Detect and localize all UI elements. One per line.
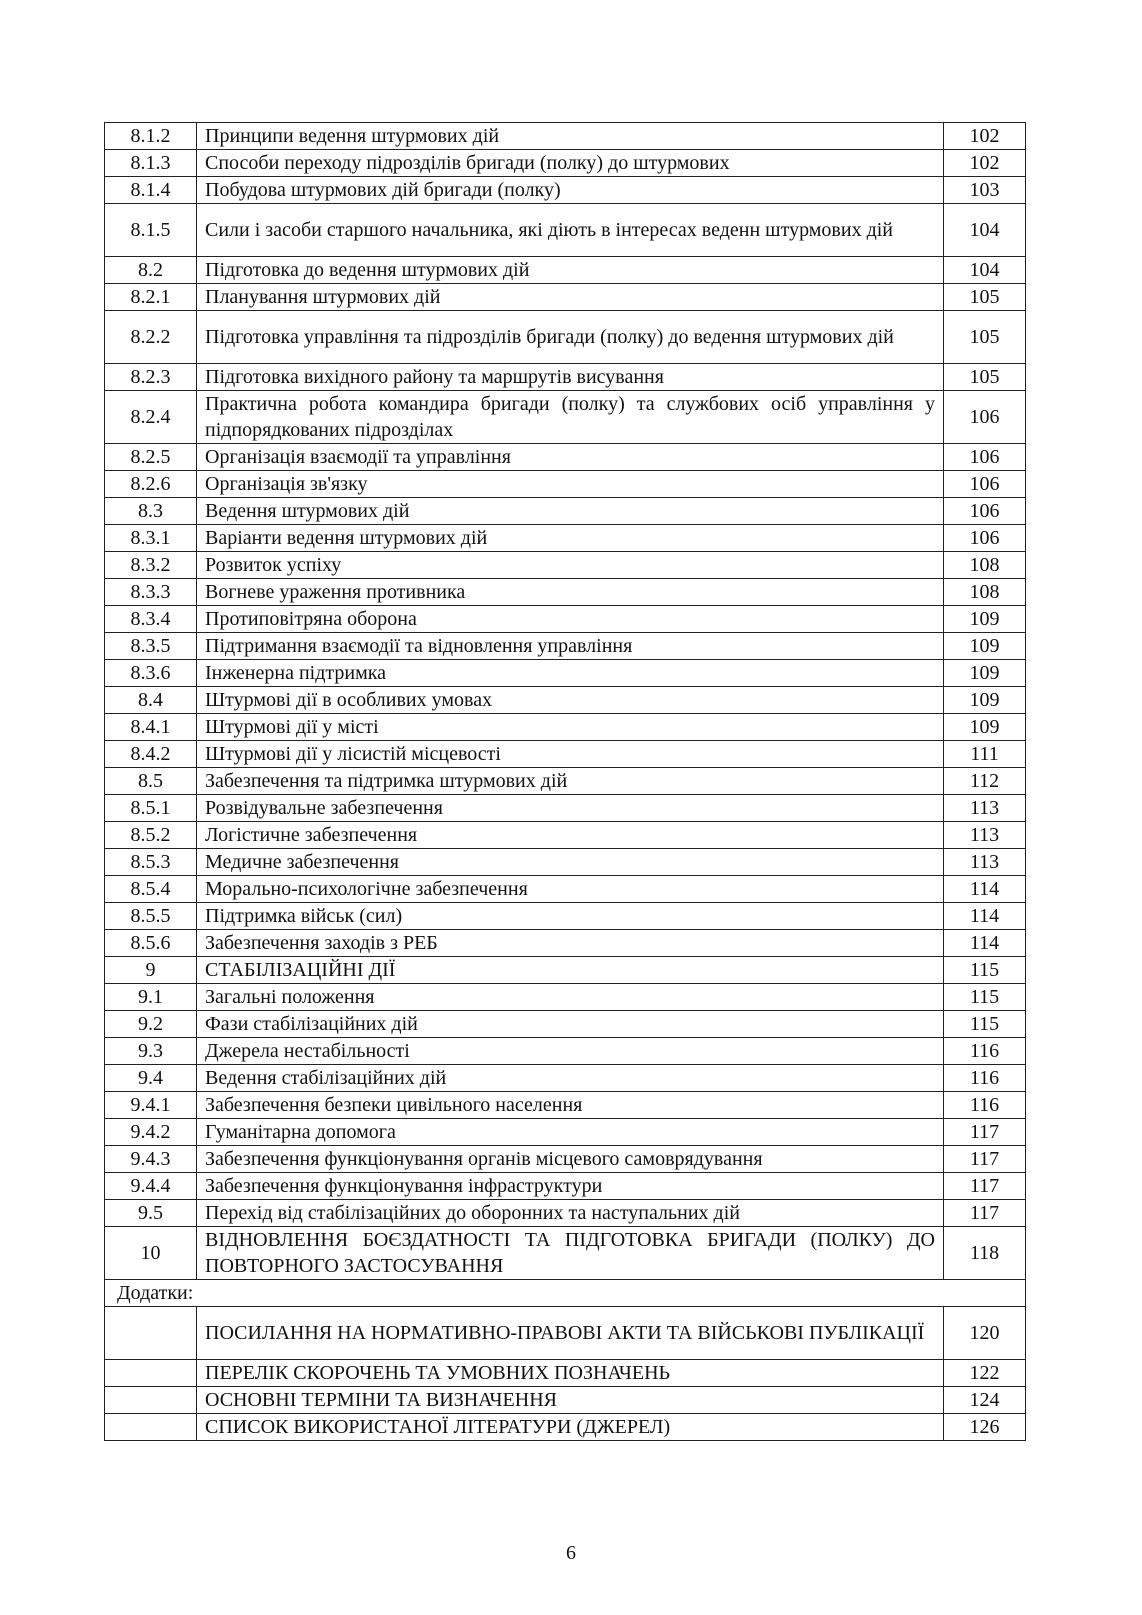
toc-row — [105, 1092, 1026, 1119]
section-page: 116 — [944, 1065, 1026, 1092]
section-title: Забезпечення та підтримка штурмових дій — [197, 768, 944, 795]
section-title: Забезпечення заходів з РЕБ — [197, 930, 944, 957]
section-title: Морально-психологічне забезпечення — [197, 876, 944, 903]
section-number: 9.1 — [105, 984, 197, 1011]
section-title: Перехід від стабілізаційних до оборонних та наступальних дій — [197, 1200, 944, 1227]
toc-row — [105, 741, 1026, 768]
section-title: Підготовка вихідного району та маршрутів висування — [197, 364, 944, 391]
section-title: Організація взаємодії та управління — [197, 444, 944, 471]
section-title: Принципи ведення штурмових дій — [197, 123, 944, 150]
section-number: 8.2.1 — [105, 284, 197, 311]
toc-row — [105, 768, 1026, 795]
section-page: 113 — [944, 822, 1026, 849]
section-title: Підтримання взаємодії та відновлення управління — [197, 633, 944, 660]
section-number: 9.3 — [105, 1038, 197, 1065]
section-title: Організація зв'язку — [197, 471, 944, 498]
section-number: 9.4.3 — [105, 1146, 197, 1173]
toc-row — [105, 1307, 1026, 1360]
toc-row — [105, 714, 1026, 741]
section-number: 8.2 — [105, 257, 197, 284]
section-page: 115 — [944, 1011, 1026, 1038]
toc-row — [105, 633, 1026, 660]
section-title: ВІДНОВЛЕННЯ БОЄЗДАТНОСТІ ТА ПІДГОТОВКА БРИГАДИ (ПОЛКУ) ДО ПОВТОРНОГО ЗАСТОСУВАННЯ — [197, 1227, 944, 1280]
section-number — [105, 1387, 197, 1414]
section-number: 8.4.2 — [105, 741, 197, 768]
section-page: 106 — [944, 525, 1026, 552]
section-number: 8.5.3 — [105, 849, 197, 876]
section-page: 112 — [944, 768, 1026, 795]
section-title: ПЕРЕЛІК СКОРОЧЕНЬ ТА УМОВНИХ ПОЗНАЧЕНЬ — [197, 1360, 944, 1387]
toc-row — [105, 471, 1026, 498]
section-title: Забезпечення безпеки цивільного населення — [197, 1092, 944, 1119]
section-number: 8.4 — [105, 687, 197, 714]
section-number: 9.4.2 — [105, 1119, 197, 1146]
section-page: 117 — [944, 1146, 1026, 1173]
toc-row — [105, 364, 1026, 391]
toc-row — [105, 150, 1026, 177]
section-title: Вогневе ураження противника — [197, 579, 944, 606]
section-page: 109 — [944, 606, 1026, 633]
section-page: 120 — [944, 1307, 1026, 1360]
table-of-contents — [104, 122, 1026, 1441]
section-number: 8.5.1 — [105, 795, 197, 822]
toc-row — [105, 930, 1026, 957]
section-page: 117 — [944, 1200, 1026, 1227]
toc-row — [105, 391, 1026, 444]
section-title: Варіанти ведення штурмових дій — [197, 525, 944, 552]
section-number: 10 — [105, 1227, 197, 1280]
section-number: 8.2.6 — [105, 471, 197, 498]
toc-body — [105, 123, 1026, 1441]
toc-row — [105, 687, 1026, 714]
section-number: 9.4.4 — [105, 1173, 197, 1200]
toc-row — [105, 1360, 1026, 1387]
section-number: 8.4.1 — [105, 714, 197, 741]
section-page: 113 — [944, 849, 1026, 876]
toc-row — [105, 1387, 1026, 1414]
section-page: 102 — [944, 123, 1026, 150]
section-number: 8.5.2 — [105, 822, 197, 849]
section-number: 8.5.5 — [105, 903, 197, 930]
section-page: 106 — [944, 391, 1026, 444]
toc-row — [105, 1227, 1026, 1280]
section-title: Ведення стабілізаційних дій — [197, 1065, 944, 1092]
toc-row — [105, 177, 1026, 204]
section-page: 122 — [944, 1360, 1026, 1387]
section-page: 113 — [944, 795, 1026, 822]
toc-row — [105, 444, 1026, 471]
section-number: 8.3.1 — [105, 525, 197, 552]
section-number: 9.2 — [105, 1011, 197, 1038]
section-number: 8.3.3 — [105, 579, 197, 606]
toc-row — [105, 498, 1026, 525]
section-number: 8.1.4 — [105, 177, 197, 204]
section-title: Сили і засоби старшого начальника, які діють в інтересах веденн штурмових дій — [197, 204, 944, 257]
toc-row — [105, 1065, 1026, 1092]
section-page: 109 — [944, 633, 1026, 660]
toc-row — [105, 579, 1026, 606]
toc-row — [105, 204, 1026, 257]
section-number: 8.1.3 — [105, 150, 197, 177]
section-page: 104 — [944, 257, 1026, 284]
section-title: Планування штурмових дій — [197, 284, 944, 311]
section-page: 117 — [944, 1173, 1026, 1200]
section-page: 116 — [944, 1092, 1026, 1119]
section-page: 103 — [944, 177, 1026, 204]
section-number — [105, 1414, 197, 1441]
section-page: 117 — [944, 1119, 1026, 1146]
toc-row — [105, 957, 1026, 984]
section-title: Фази стабілізаційних дій — [197, 1011, 944, 1038]
section-number: 8.3.4 — [105, 606, 197, 633]
toc-row — [105, 1038, 1026, 1065]
section-title: Підготовка до ведення штурмових дій — [197, 257, 944, 284]
section-number: 8.5.6 — [105, 930, 197, 957]
toc-row — [105, 123, 1026, 150]
section-title: Джерела нестабільності — [197, 1038, 944, 1065]
section-title: Забезпечення функціонування органів місцевого самоврядування — [197, 1146, 944, 1173]
section-page: 106 — [944, 444, 1026, 471]
section-title: ОСНОВНІ ТЕРМІНИ ТА ВИЗНАЧЕННЯ — [197, 1387, 944, 1414]
toc-row — [105, 822, 1026, 849]
section-number: 8.2.5 — [105, 444, 197, 471]
section-title: СТАБІЛІЗАЦІЙНІ ДІЇ — [197, 957, 944, 984]
section-title: Розвідувальне забезпечення — [197, 795, 944, 822]
toc-row — [105, 1119, 1026, 1146]
section-page: 118 — [944, 1227, 1026, 1280]
section-title: СПИСОК ВИКОРИСТАНОЇ ЛІТЕРАТУРИ (ДЖЕРЕЛ) — [197, 1414, 944, 1441]
section-page: 108 — [944, 552, 1026, 579]
toc-row — [105, 1146, 1026, 1173]
section-number: 8.1.2 — [105, 123, 197, 150]
section-page: 105 — [944, 311, 1026, 364]
section-title: Інженерна підтримка — [197, 660, 944, 687]
section-number — [105, 1307, 197, 1360]
toc-row — [105, 311, 1026, 364]
toc-row — [105, 795, 1026, 822]
toc-row — [105, 1173, 1026, 1200]
toc-row — [105, 984, 1026, 1011]
section-title: Розвиток успіху — [197, 552, 944, 579]
section-page: 106 — [944, 471, 1026, 498]
section-title: Протиповітряна оборона — [197, 606, 944, 633]
section-page: 106 — [944, 498, 1026, 525]
section-page: 115 — [944, 957, 1026, 984]
section-page: 105 — [944, 364, 1026, 391]
section-page: 116 — [944, 1038, 1026, 1065]
toc-row — [105, 525, 1026, 552]
section-page: 105 — [944, 284, 1026, 311]
section-number: 8.3.2 — [105, 552, 197, 579]
section-title: Підтримка військ (сил) — [197, 903, 944, 930]
toc-row — [105, 606, 1026, 633]
section-page: 111 — [944, 741, 1026, 768]
toc-row — [105, 284, 1026, 311]
section-title: ПОСИЛАННЯ НА НОРМАТИВНО-ПРАВОВІ АКТИ ТА ВІЙСЬКОВІ ПУБЛІКАЦІЇ — [197, 1307, 944, 1360]
section-title: Штурмові дії у місті — [197, 714, 944, 741]
section-page: 114 — [944, 930, 1026, 957]
section-title: Штурмові дії у лісистій місцевості — [197, 741, 944, 768]
toc-row — [105, 552, 1026, 579]
toc-row — [105, 849, 1026, 876]
toc-row — [105, 1414, 1026, 1441]
section-title: Логістичне забезпечення — [197, 822, 944, 849]
section-title: Ведення штурмових дій — [197, 498, 944, 525]
toc-row — [105, 1200, 1026, 1227]
section-title: Медичне забезпечення — [197, 849, 944, 876]
toc-row — [105, 660, 1026, 687]
section-page: 114 — [944, 903, 1026, 930]
section-page: 104 — [944, 204, 1026, 257]
section-title: Практична робота командира бригади (полку) та службових осіб управління у підпорядкованих підрозділах — [197, 391, 944, 444]
page-number: 6 — [566, 1542, 576, 1564]
section-number: 9.4 — [105, 1065, 197, 1092]
toc-row — [105, 257, 1026, 284]
section-page: 114 — [944, 876, 1026, 903]
section-title: Загальні положення — [197, 984, 944, 1011]
section-number: 8.5.4 — [105, 876, 197, 903]
section-page: 109 — [944, 687, 1026, 714]
toc-row — [105, 876, 1026, 903]
section-title: Забезпечення функціонування інфраструктури — [197, 1173, 944, 1200]
toc-row — [105, 1011, 1026, 1038]
section-number: 8.1.5 — [105, 204, 197, 257]
section-number: 8.3.6 — [105, 660, 197, 687]
section-title: Гуманітарна допомога — [197, 1119, 944, 1146]
section-page: 126 — [944, 1414, 1026, 1441]
section-page: 108 — [944, 579, 1026, 606]
toc-row — [105, 903, 1026, 930]
section-number: 9 — [105, 957, 197, 984]
section-number: 8.2.4 — [105, 391, 197, 444]
section-number: 9.5 — [105, 1200, 197, 1227]
section-page: 109 — [944, 660, 1026, 687]
section-number: 8.5 — [105, 768, 197, 795]
section-number — [105, 1360, 197, 1387]
section-page: 102 — [944, 150, 1026, 177]
section-title: Підготовка управління та підрозділів бригади (полку) до ведення штурмових дій — [197, 311, 944, 364]
section-title: Штурмові дії в особливих умовах — [197, 687, 944, 714]
section-number: 8.3 — [105, 498, 197, 525]
addenda-label: Додатки: — [105, 1280, 1026, 1307]
addenda-header-row — [105, 1280, 1026, 1307]
section-title: Способи переходу підрозділів бригади (полку) до штурмових — [197, 150, 944, 177]
section-page: 109 — [944, 714, 1026, 741]
section-number: 8.2.2 — [105, 311, 197, 364]
section-number: 8.3.5 — [105, 633, 197, 660]
section-page: 124 — [944, 1387, 1026, 1414]
section-number: 8.2.3 — [105, 364, 197, 391]
section-number: 9.4.1 — [105, 1092, 197, 1119]
section-title: Побудова штурмових дій бригади (полку) — [197, 177, 944, 204]
section-page: 115 — [944, 984, 1026, 1011]
